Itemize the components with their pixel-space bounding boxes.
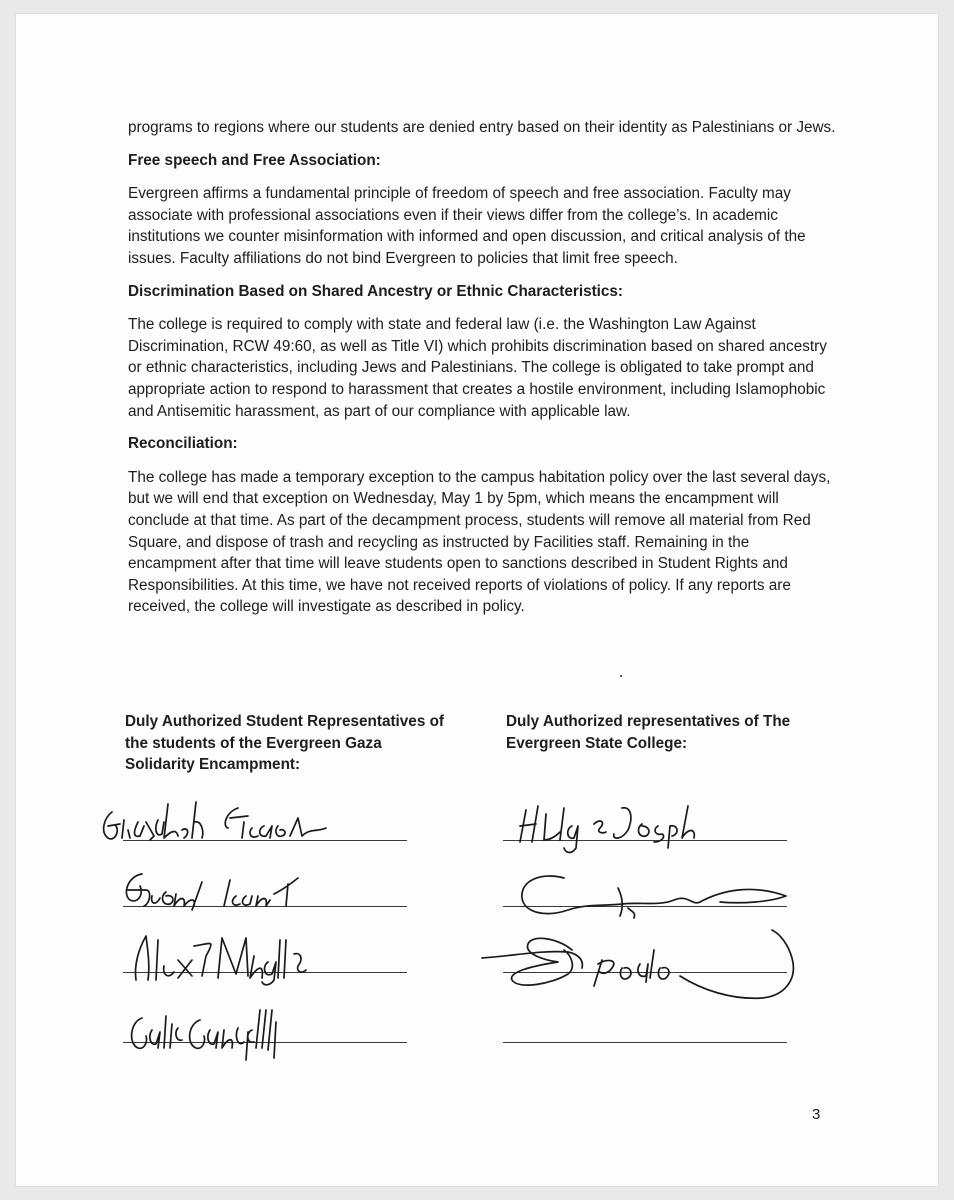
scan-speck [620,675,622,677]
section-body-reconciliation: The college has made a temporary exception to the campus habitation policy over the last several days, but we will end that exception on Wednesday, May 1 by 5pm, which means the encampment will conclude at that time. As part of the decampment process, students will remove all material from Red Square, and dispose of trash and recycling as instructed by Facilities staff. Remaining in the encampment after that time will leave students open to sanctions described in Student Rights and Responsibilities. At this time, we have not received reports of violations of policy. If any reports are received, the college will investigate as described in policy. [128,468,831,616]
page-number: 3 [812,1106,821,1123]
handwritten-signature-4 [120,1000,320,1066]
section-body-free-speech: Evergreen affirms a fundamental principle of freedom of speech and free association. Faculty may associate with professional associations even if their views differ from the college’s. In academic institutions we counter misinformation with informed and open discussion, and critical analysis of the issues. Faculty affiliations do not bind Evergreen to policies that limit free speech. [128,185,806,267]
handwritten-signature-1 [98,792,358,852]
section-heading-discrimination: Discrimination Based on Shared Ancestry or Ethnic Characteristics: [128,282,624,300]
handwritten-signature-2 [112,860,362,920]
section-heading-reconciliation: Reconciliation: [128,435,238,453]
section-heading-free-speech: Free speech and Free Association: [128,151,381,169]
college-representatives-heading: Duly Authorized representatives of The Evergreen State College: [506,713,791,752]
document-page [16,14,938,1186]
section-body-discrimination: The college is required to comply with state and federal law (i.e. the Washington Law Against Discrimination, RCW 49:60, as well as Title VI) which prohibits discrimination based on shared ancestry or ethnic characteristics, including Jews and Palestinians. The college is obligated to take prompt and appropriate action to respond to harassment that creates a hostile environment, including Islamophobic and Antisemitic harassment, as part of our compliance with applicable law. [128,316,827,420]
handwritten-signature-6 [502,866,802,928]
handwritten-signature-7 [472,920,812,1010]
college-signature-line-4 [503,1042,787,1043]
intro-paragraph: programs to regions where our students are denied entry based on their identity as Palestinians or Jews. [128,119,836,136]
handwritten-signature-5 [502,796,762,852]
student-representatives-heading: Duly Authorized Student Representatives of the students of the Evergreen Gaza Solidarity Encampment: [125,713,445,774]
handwritten-signature-3 [118,926,378,988]
document-body [128,117,840,629]
